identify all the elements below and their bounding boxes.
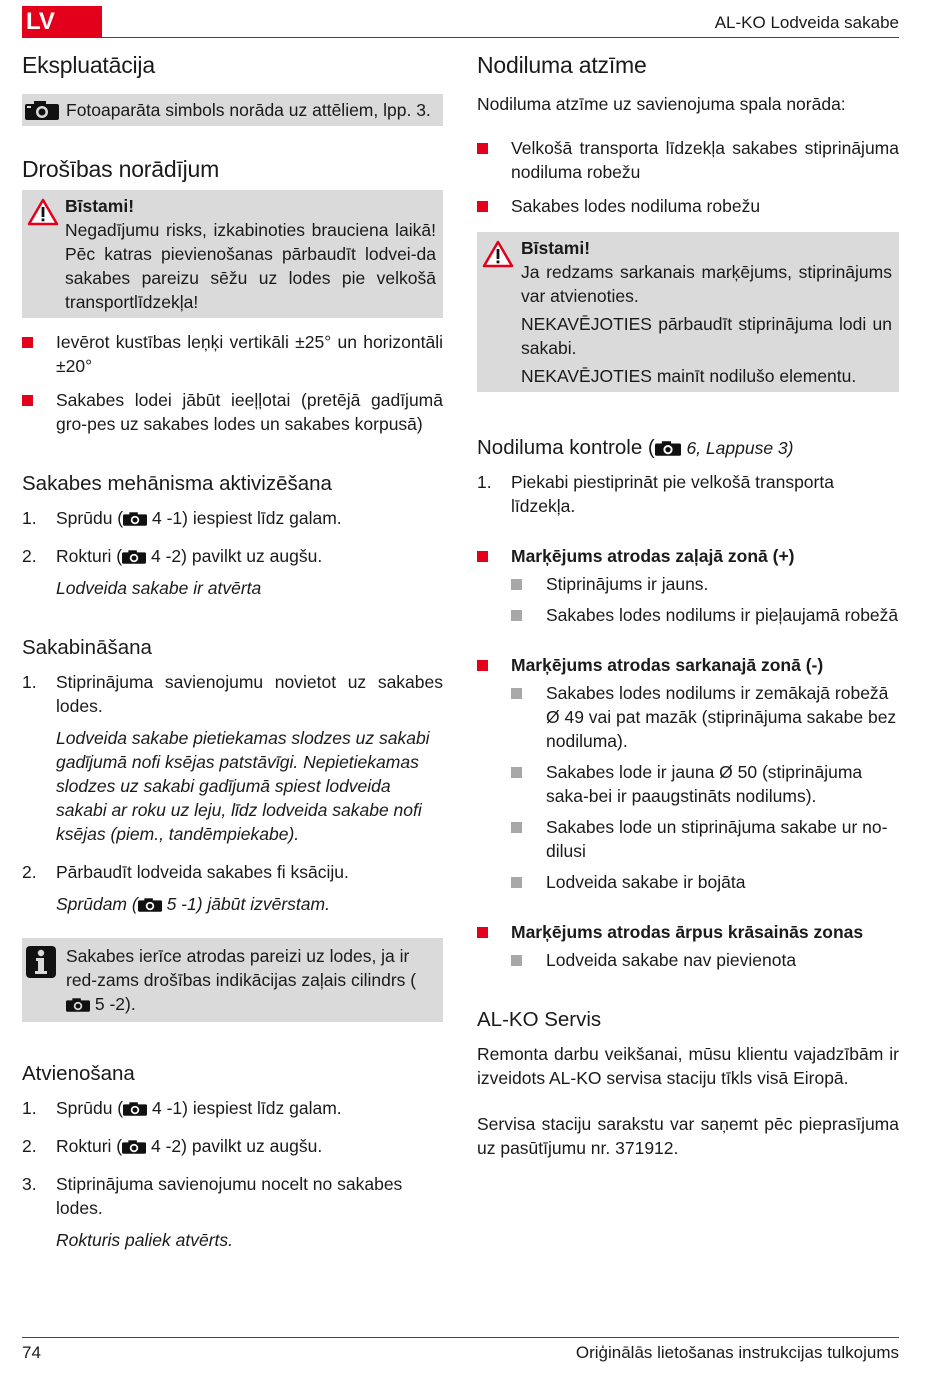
- couple-steps: [22, 670, 443, 718]
- danger-title: Bīstami!: [521, 238, 591, 258]
- camera-icon: [25, 101, 59, 120]
- right-column: [477, 50, 899, 1160]
- list-item: Sakabes lodes nodiluma robežu: [477, 194, 899, 218]
- camera-icon: [122, 550, 146, 564]
- danger-box-wear: [477, 232, 899, 392]
- camera-icon: [123, 1102, 147, 1116]
- couple-steps-2: [22, 860, 443, 884]
- danger-text: NEKAVĒJOTIES mainīt nodilušo elementu.: [521, 366, 857, 386]
- step-item: 2. Pārbaudīt lodveida sakabes fi ksāciju.: [22, 862, 349, 882]
- info-icon: [26, 946, 56, 978]
- camera-icon: [66, 998, 90, 1012]
- section-title-wear: Nodiluma atzīme: [477, 52, 647, 78]
- section-title-ekspluatacija: Ekspluatācija: [22, 52, 155, 78]
- danger-title: Bīstami!: [65, 196, 135, 216]
- header-title: AL-KO Lodveida sakabe: [714, 13, 899, 32]
- list-item: Sakabes lodei jābūt ieeļļotai (pretējā gadījumā gro-pes uz sakabes lodes un sakabes korpusā): [22, 388, 443, 436]
- section-title-control: Nodiluma kontrole ( 6, Lappuse 3): [477, 436, 794, 459]
- step-result: Lodveida sakabe pietiekamas slodzes uz sakabi gadījumā nofi ksējas patstāvīgi. Nepietiekamas slodzes uz sakabi gadījumā spiest lodveida sakabi ar roku uz leju, līdz lodveida sakabe nofi ksējas (piem., tandēmpiekabe).: [56, 728, 430, 844]
- section-title-safety: Drošības norādījum: [22, 156, 220, 182]
- section-title-detach: Atvienošana: [22, 1062, 135, 1085]
- sub-list: [511, 948, 899, 972]
- camera-icon: [138, 898, 162, 912]
- camera-note-text: Fotoaparāta simbols norāda uz attēliem, lpp. 3.: [66, 100, 431, 120]
- wear-bullets: [477, 136, 899, 218]
- sub-list: [511, 681, 899, 894]
- step-item: 2. Rokturi ( 4 -2) pavilkt uz augšu.: [22, 546, 323, 566]
- language-badge: LV: [22, 6, 102, 38]
- list-item: Sakabes lodes nodilums ir zemākajā robežā Ø 49 vai pat mazāk (stiprinājuma sakabe bez nodiluma).: [511, 681, 899, 753]
- list-item: Velkošā transporta līdzekļa sakabes stiprinājuma nodiluma robežu: [477, 136, 899, 184]
- footer-rule: [22, 1337, 899, 1338]
- activate-steps: [22, 506, 443, 568]
- info-box: Sakabes ierīce atrodas pareizi uz lodes, ja ir red-zams drošības indikācijas zaļais cilindrs ( 5 -2).: [22, 938, 443, 1022]
- danger-box-safety: [22, 190, 443, 318]
- control-groups: [477, 544, 899, 972]
- step-item: 2. Rokturi ( 4 -2) pavilkt uz augšu.: [22, 1136, 323, 1156]
- list-item: Marķējums atrodas sarkanajā zonā (-) Sakabes lodes nodilums ir zemākajā robežā Ø 49 vai pat mazāk (stiprinājuma sakabe bez nodiluma). Sakabes lode ir jauna Ø 50 (stiprinājuma saka-bei ir paaugstināts nodilums). Sakabes lode un stiprinājuma sakabe ur no-dilusi Lodveida sakabe ir bojāta: [477, 653, 899, 894]
- warning-triangle-icon: [482, 240, 514, 268]
- camera-icon: [123, 512, 147, 526]
- control-steps: [477, 470, 899, 518]
- list-item: Ievērot kustības leņķi vertikāli ±25° un horizontāli ±20°: [22, 330, 443, 378]
- step-item: 1. Sprūdu ( 4 -1) iespiest līdz galam.: [22, 508, 342, 528]
- left-column: [22, 50, 443, 1266]
- wear-intro: Nodiluma atzīme uz savienojuma spala norāda:: [477, 94, 846, 114]
- service-text: Remonta darbu veikšanai, mūsu klientu vajadzībām ir izveidots AL-KO servisa staciju tīkls visā Eiropā.: [477, 1044, 899, 1088]
- list-item: Marķējums atrodas zaļajā zonā (+) Stiprinājums ir jauns. Sakabes lodes nodilums ir pieļaujamā robežā: [477, 544, 899, 627]
- page-number: 74: [22, 1343, 41, 1362]
- camera-icon: [655, 441, 681, 456]
- danger-text: Ja redzams sarkanais marķējums, stiprinājums var atvienoties.: [521, 262, 892, 306]
- service-text: Servisa staciju sarakstu var saņemt pēc pieprasījuma uz pasūtījumu nr. 371912.: [477, 1114, 899, 1158]
- section-title-activate: Sakabes mehānisma aktivizēšana: [22, 472, 332, 495]
- section-title-couple: Sakabināšana: [22, 636, 152, 659]
- section-title-service: AL-KO Servis: [477, 1008, 602, 1031]
- safety-bullets: [22, 330, 443, 436]
- danger-text: Negadījumu risks, izkabinoties brauciena laikā! Pēc katras pievienošanas pārbaudīt lodvei-da sakabes pareizu sēžu uz lodes pie velkošā transportlīdzekļa!: [65, 220, 436, 312]
- detach-steps: [22, 1096, 443, 1220]
- camera-icon: [122, 1140, 146, 1154]
- list-item: Marķējums atrodas ārpus krāsainās zonas Lodveida sakabe nav pievienota: [477, 920, 899, 972]
- step-result: Lodveida sakabe ir atvērta: [56, 578, 262, 598]
- header-rule: [22, 37, 899, 38]
- list-item: Lodveida sakabe ir bojāta: [511, 870, 899, 894]
- step-item: 1. Stiprinājuma savienojumu novietot uz sakabes lodes.: [22, 672, 443, 716]
- step-item: 3. Stiprinājuma savienojumu nocelt no sakabes lodes.: [22, 1174, 403, 1218]
- list-item: Lodveida sakabe nav pievienota: [511, 948, 899, 972]
- list-item: Stiprinājums ir jauns.: [511, 572, 899, 596]
- camera-note-box: [22, 94, 443, 126]
- step-result: Rokturis paliek atvērts.: [56, 1230, 234, 1250]
- step-result: Sprūdam ( 5 -1) jābūt izvērstam.: [56, 894, 330, 914]
- sub-list: [511, 572, 899, 627]
- warning-triangle-icon: [27, 198, 59, 226]
- list-item: Sakabes lode ir jauna Ø 50 (stiprinājuma saka-bei ir paaugstināts nodilums).: [511, 760, 899, 808]
- step-item: 1. Piekabi piestiprināt pie velkošā transporta līdzekļa.: [477, 472, 834, 516]
- list-item: Sakabes lodes nodilums ir pieļaujamā robežā: [511, 603, 899, 627]
- step-item: 1. Sprūdu ( 4 -1) iespiest līdz galam.: [22, 1098, 342, 1118]
- list-item: Sakabes lode un stiprinājuma sakabe ur no-dilusi: [511, 815, 899, 863]
- danger-text: NEKAVĒJOTIES pārbaudīt stiprinājuma lodi un sakabi.: [521, 314, 892, 358]
- footer-text: Oriģinālās lietošanas instrukcijas tulkojums: [575, 1343, 899, 1362]
